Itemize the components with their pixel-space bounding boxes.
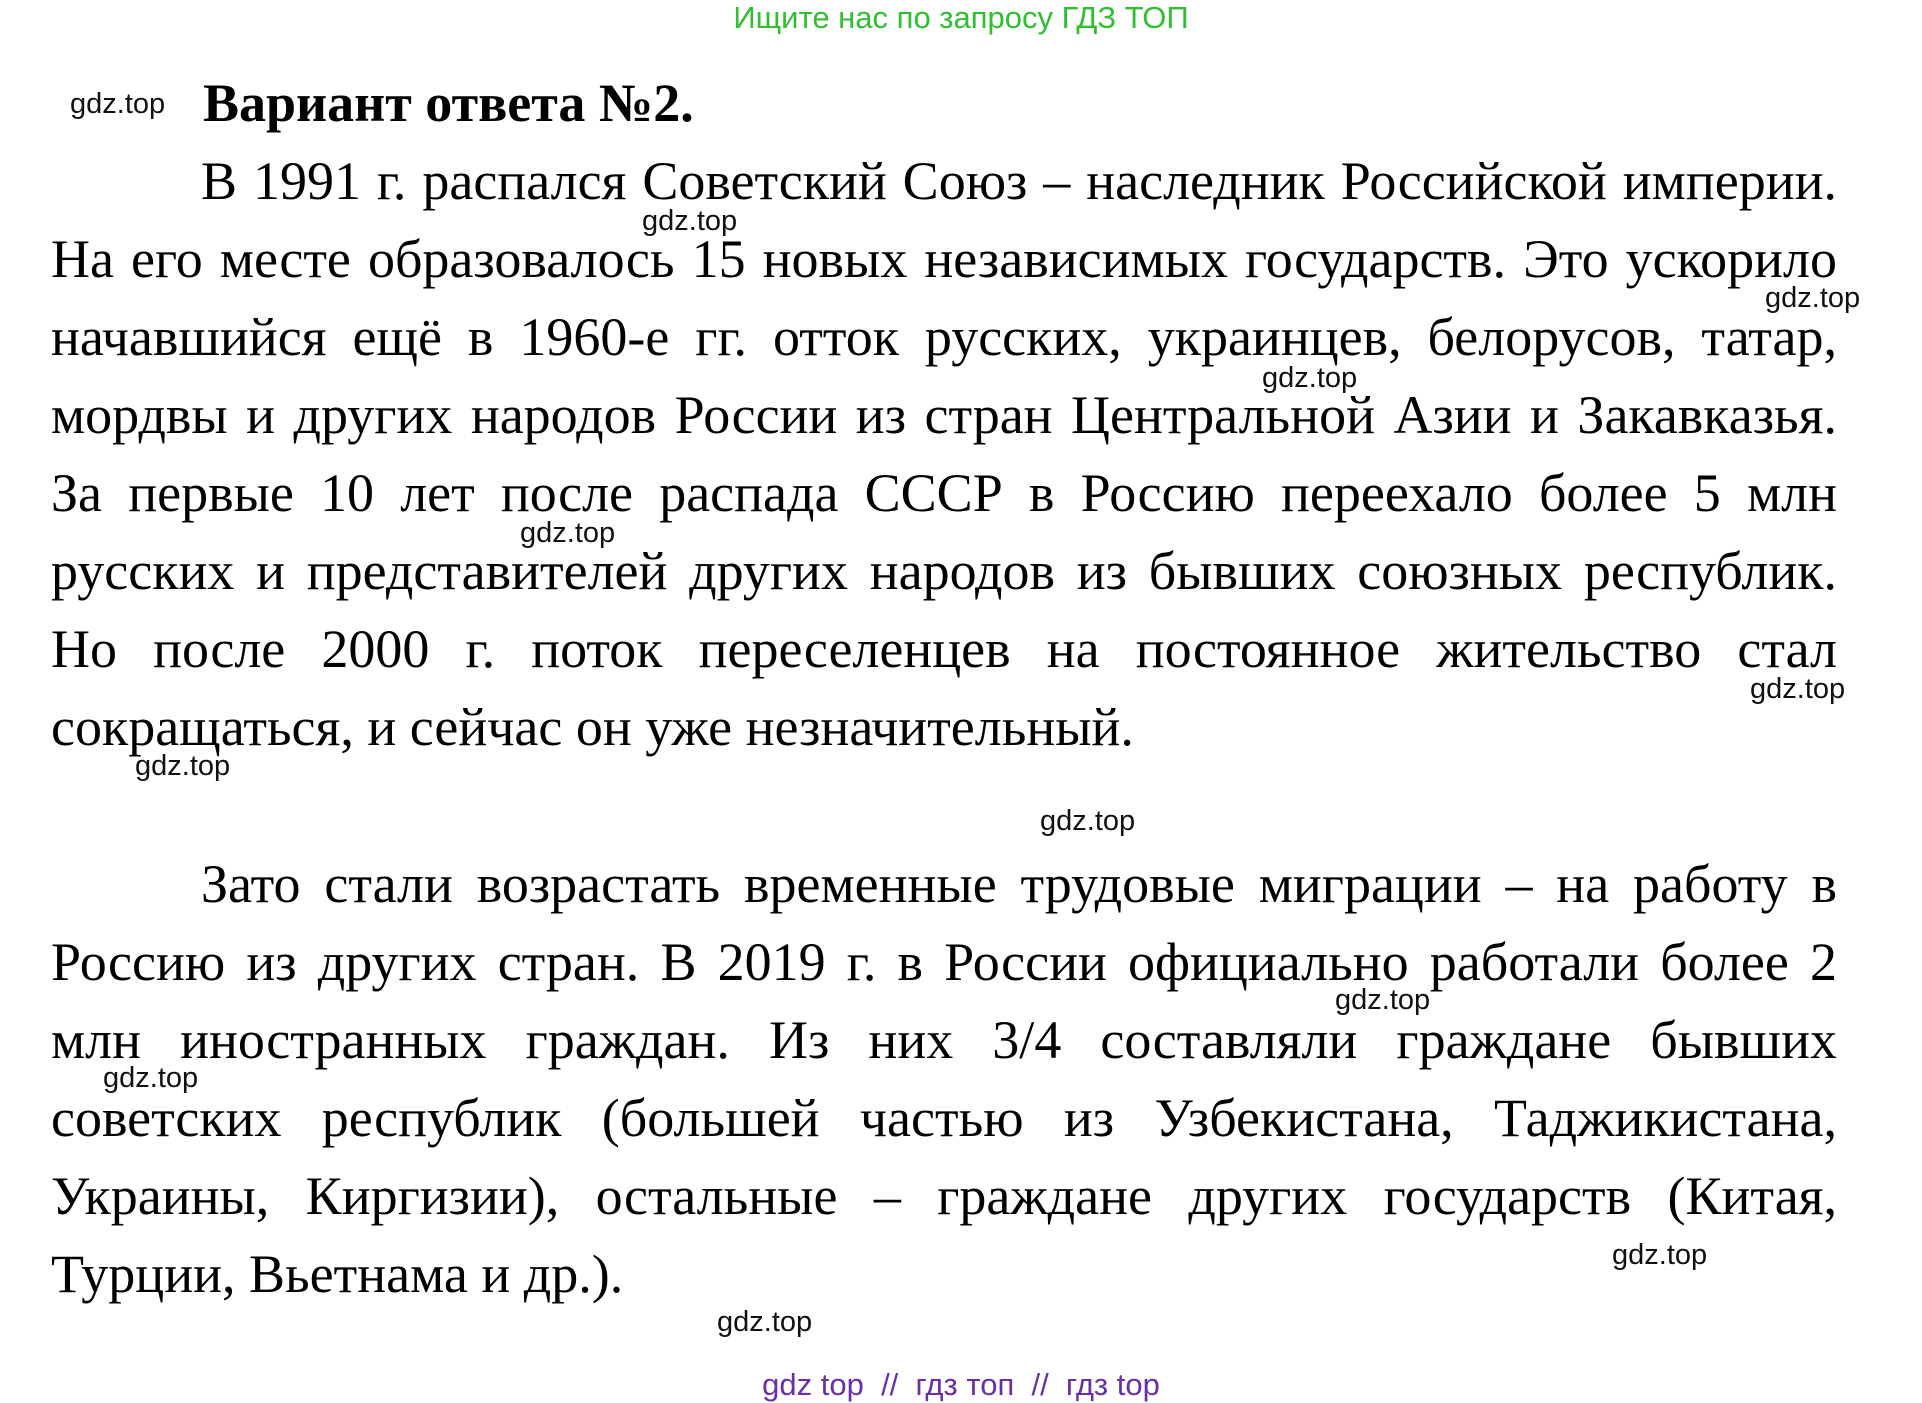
watermark: gdz.top	[717, 1306, 813, 1338]
watermark: gdz.top	[1335, 984, 1431, 1016]
watermark: gdz.top	[103, 1062, 199, 1094]
watermark: gdz.top	[642, 205, 738, 237]
watermark: gdz.top	[1612, 1239, 1708, 1271]
watermark: gdz.top	[1262, 362, 1358, 394]
watermark: gdz.top	[1750, 673, 1846, 705]
watermark: gdz.top	[1040, 805, 1136, 837]
watermark: gdz.top	[520, 517, 616, 549]
answer-heading: Вариант ответа №2.	[203, 73, 694, 133]
watermark: gdz.top	[1765, 282, 1861, 314]
footer-banner: gdz top // гдз топ // гдз top	[762, 1367, 1160, 1402]
paragraph-2: Зато стали возрастать временные трудовые миграции – на работу в Россию из других стран. В 2019 г. в России официально работали более 2 млн иностранных граждан. Из них 3/4 составляли граждане бывших советских республик (большей частью из Узбекистана, Таджикистана, Украины, Киргизии), остальные – граждане других государств (Китая, Турции, Вьетнама и др.).	[51, 854, 1837, 1304]
watermark: gdz.top	[135, 750, 231, 782]
paragraph-1: В 1991 г. распался Советский Союз – наследник Российской империи. На его месте образовалось 15 новых независимых государств. Это ускорило начавшийся ещё в 1960-е гг. отток русских, украинцев, белорусов, татар, мордвы и других народов России из стран Центральной Азии и Закавказья. За первые 10 лет после распада СССР в Россию переехало более 5 млн русских и представителей других народов из бывших союзных республик. Но после 2000 г. поток переселенцев на постоянное жительство стал сокращаться, и сейчас он уже незначительный.	[51, 151, 1837, 757]
top-banner: Ищите нас по запросу ГДЗ ТОП	[733, 0, 1189, 35]
watermark: gdz.top	[70, 88, 166, 120]
